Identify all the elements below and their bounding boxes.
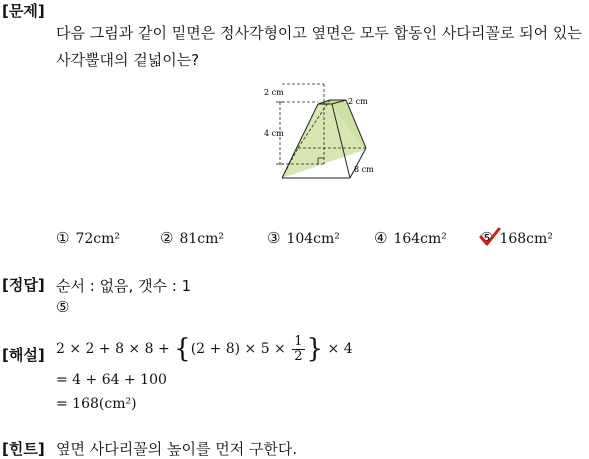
frustum-figure <box>262 80 380 182</box>
choice-2-marker: ② <box>160 229 174 247</box>
eq1-inner: (2 + 8) × 5 × <box>190 341 286 357</box>
choice-3-value: 104cm² <box>286 231 340 247</box>
question-line-2: 사각뿔대의 겉넓이는? <box>56 51 200 69</box>
choice-4-value: 164cm² <box>393 231 447 247</box>
choice-1-marker: ① <box>56 229 70 247</box>
choice-2-value: 81cm² <box>179 231 224 247</box>
eq1-post: × 4 <box>327 341 353 357</box>
eq1-pre: 2 × 2 + 8 × 8 + <box>56 341 170 357</box>
solution-eq-1 <box>56 334 353 364</box>
choice-1[interactable] <box>56 229 120 247</box>
eq1-frac-den: 2 <box>294 348 303 364</box>
question-line-1: 다음 그림과 같이 밑면은 정사각형이고 옆면은 모두 합동인 사다리꼴로 되어 있는 <box>56 24 582 42</box>
choice-3-marker: ③ <box>267 229 281 247</box>
eq1-fraction <box>292 335 304 364</box>
label-base: 8 cm <box>354 165 374 174</box>
choices-row <box>56 229 576 249</box>
answer-line-1: 순서 : 없음, 갯수 : 1 <box>56 277 192 295</box>
answer-line-2: ⑤ <box>56 298 70 316</box>
check-mark-icon <box>479 227 501 247</box>
question-tag: [문제] <box>2 2 45 20</box>
choice-5[interactable] <box>480 229 553 247</box>
label-slant: 2 cm <box>348 97 368 106</box>
brace-open: { <box>174 334 191 364</box>
choice-4[interactable] <box>374 229 447 247</box>
choice-3[interactable] <box>267 229 340 247</box>
choice-5-value: 168cm² <box>499 231 553 247</box>
hint-tag: [힌트] <box>2 440 45 458</box>
choice-5-marker: ⑤ <box>480 229 494 247</box>
solution-eq-2: = 4 + 64 + 100 <box>56 372 167 388</box>
eq1-frac-num: 1 <box>294 333 303 349</box>
solution-eq-3: = 168(cm²) <box>56 396 137 412</box>
choice-1-value: 72cm² <box>75 231 120 247</box>
choice-4-marker: ④ <box>374 229 388 247</box>
label-height: 4 cm <box>264 129 284 138</box>
solution-tag: [해설] <box>2 346 45 364</box>
answer-tag: [정답] <box>2 276 45 294</box>
brace-close: } <box>306 334 324 364</box>
choice-2[interactable] <box>160 229 224 247</box>
hint-text: 옆면 사다리꼴의 높이를 먼저 구한다. <box>56 440 298 458</box>
label-top: 2 cm <box>264 88 284 97</box>
